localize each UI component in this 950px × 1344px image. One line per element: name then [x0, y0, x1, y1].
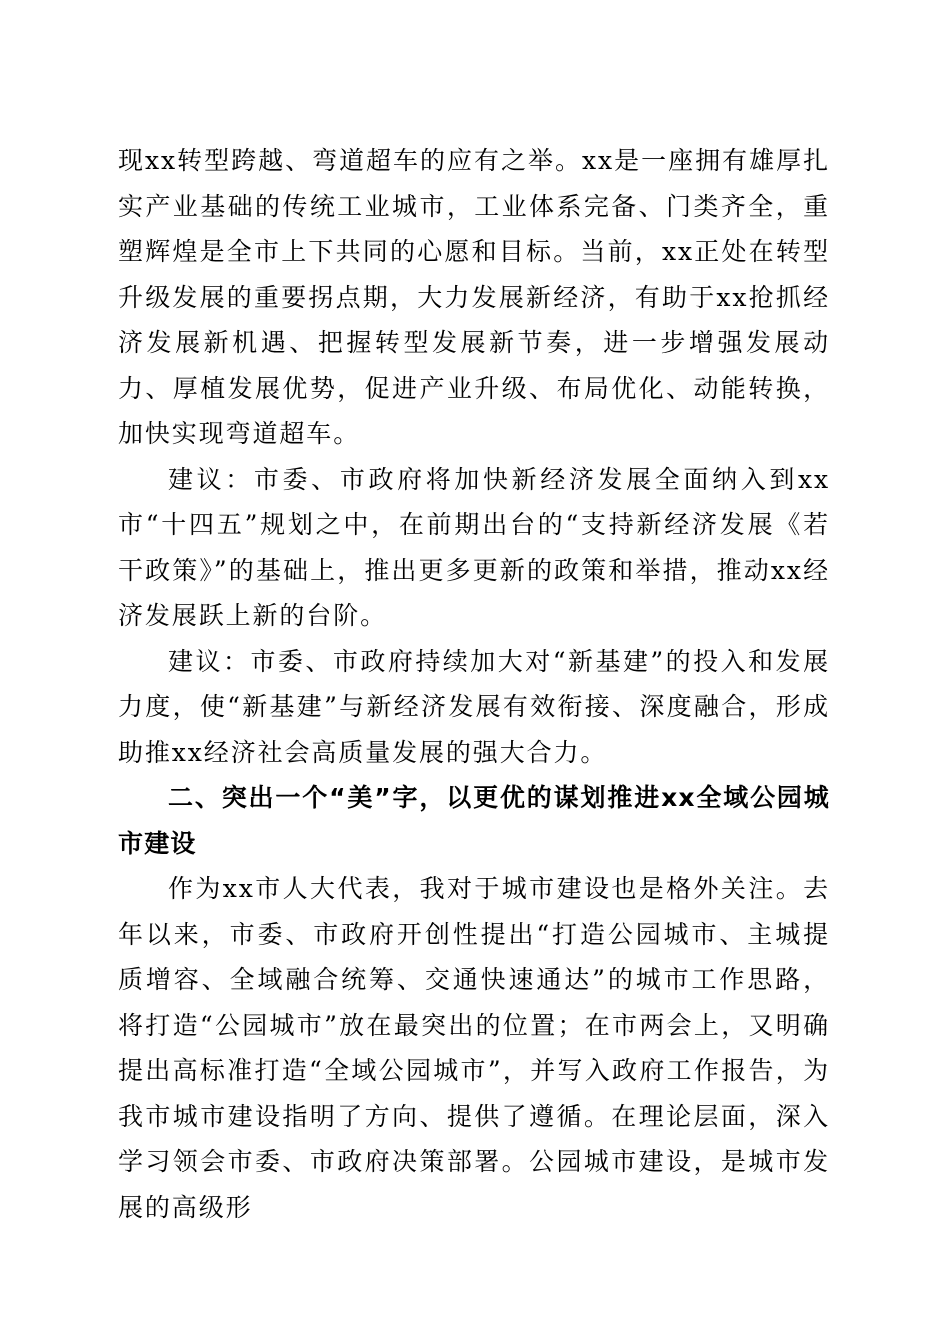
paragraph-city-construction: 作为xx市人大代表，我对于城市建设也是格外关注。去年以来，市委、市政府开创性提出“打造公园城市、主城提质增容、全域融合统筹、交通快速通达”的城市工作思路，将打造“公园城市”放在最突出的位置；在市两会上，又明确提出高标准打造“全域公园城市”，并写入政府工作报告，为我市城市建设指明了方向、提供了遵循。在理论层面，深入学习领会市委、市政府决策部署。公园城市建设，是城市发展的高级形: [118, 874, 830, 1222]
section-heading: 二、突出一个“美”字，以更优的谋划推进xx全域公园城市建设: [118, 783, 830, 858]
paragraph-suggestion-2: 建议：市委、市政府持续加大对“新基建”的投入和发展力度，使“新基建”与新经济发展有效衔接、深度融合，形成助推xx经济社会高质量发展的强大合力。: [118, 646, 830, 767]
document-body: [118, 138, 830, 1230]
paragraph-continuation: 现xx转型跨越、弯道超车的应有之举。xx是一座拥有雄厚扎实产业基础的传统工业城市，工业体系完备、门类齐全，重塑辉煌是全市上下共同的心愿和目标。当前，xx正处在转型升级发展的重要拐点期，大力发展新经济，有助于xx抢抓经济发展新机遇、把握转型发展新节奏，进一步增强发展动力、厚植发展优势，促进产业升级、布局优化、动能转换，加快实现弯道超车。: [118, 146, 830, 448]
paragraph-suggestion-1: 建议：市委、市政府将加快新经济发展全面纳入到xx市“十四五”规划之中，在前期出台的“支持新经济发展《若干政策》”的基础上，推出更多更新的政策和举措，推动xx经济发展跃上新的台阶。: [118, 464, 830, 630]
